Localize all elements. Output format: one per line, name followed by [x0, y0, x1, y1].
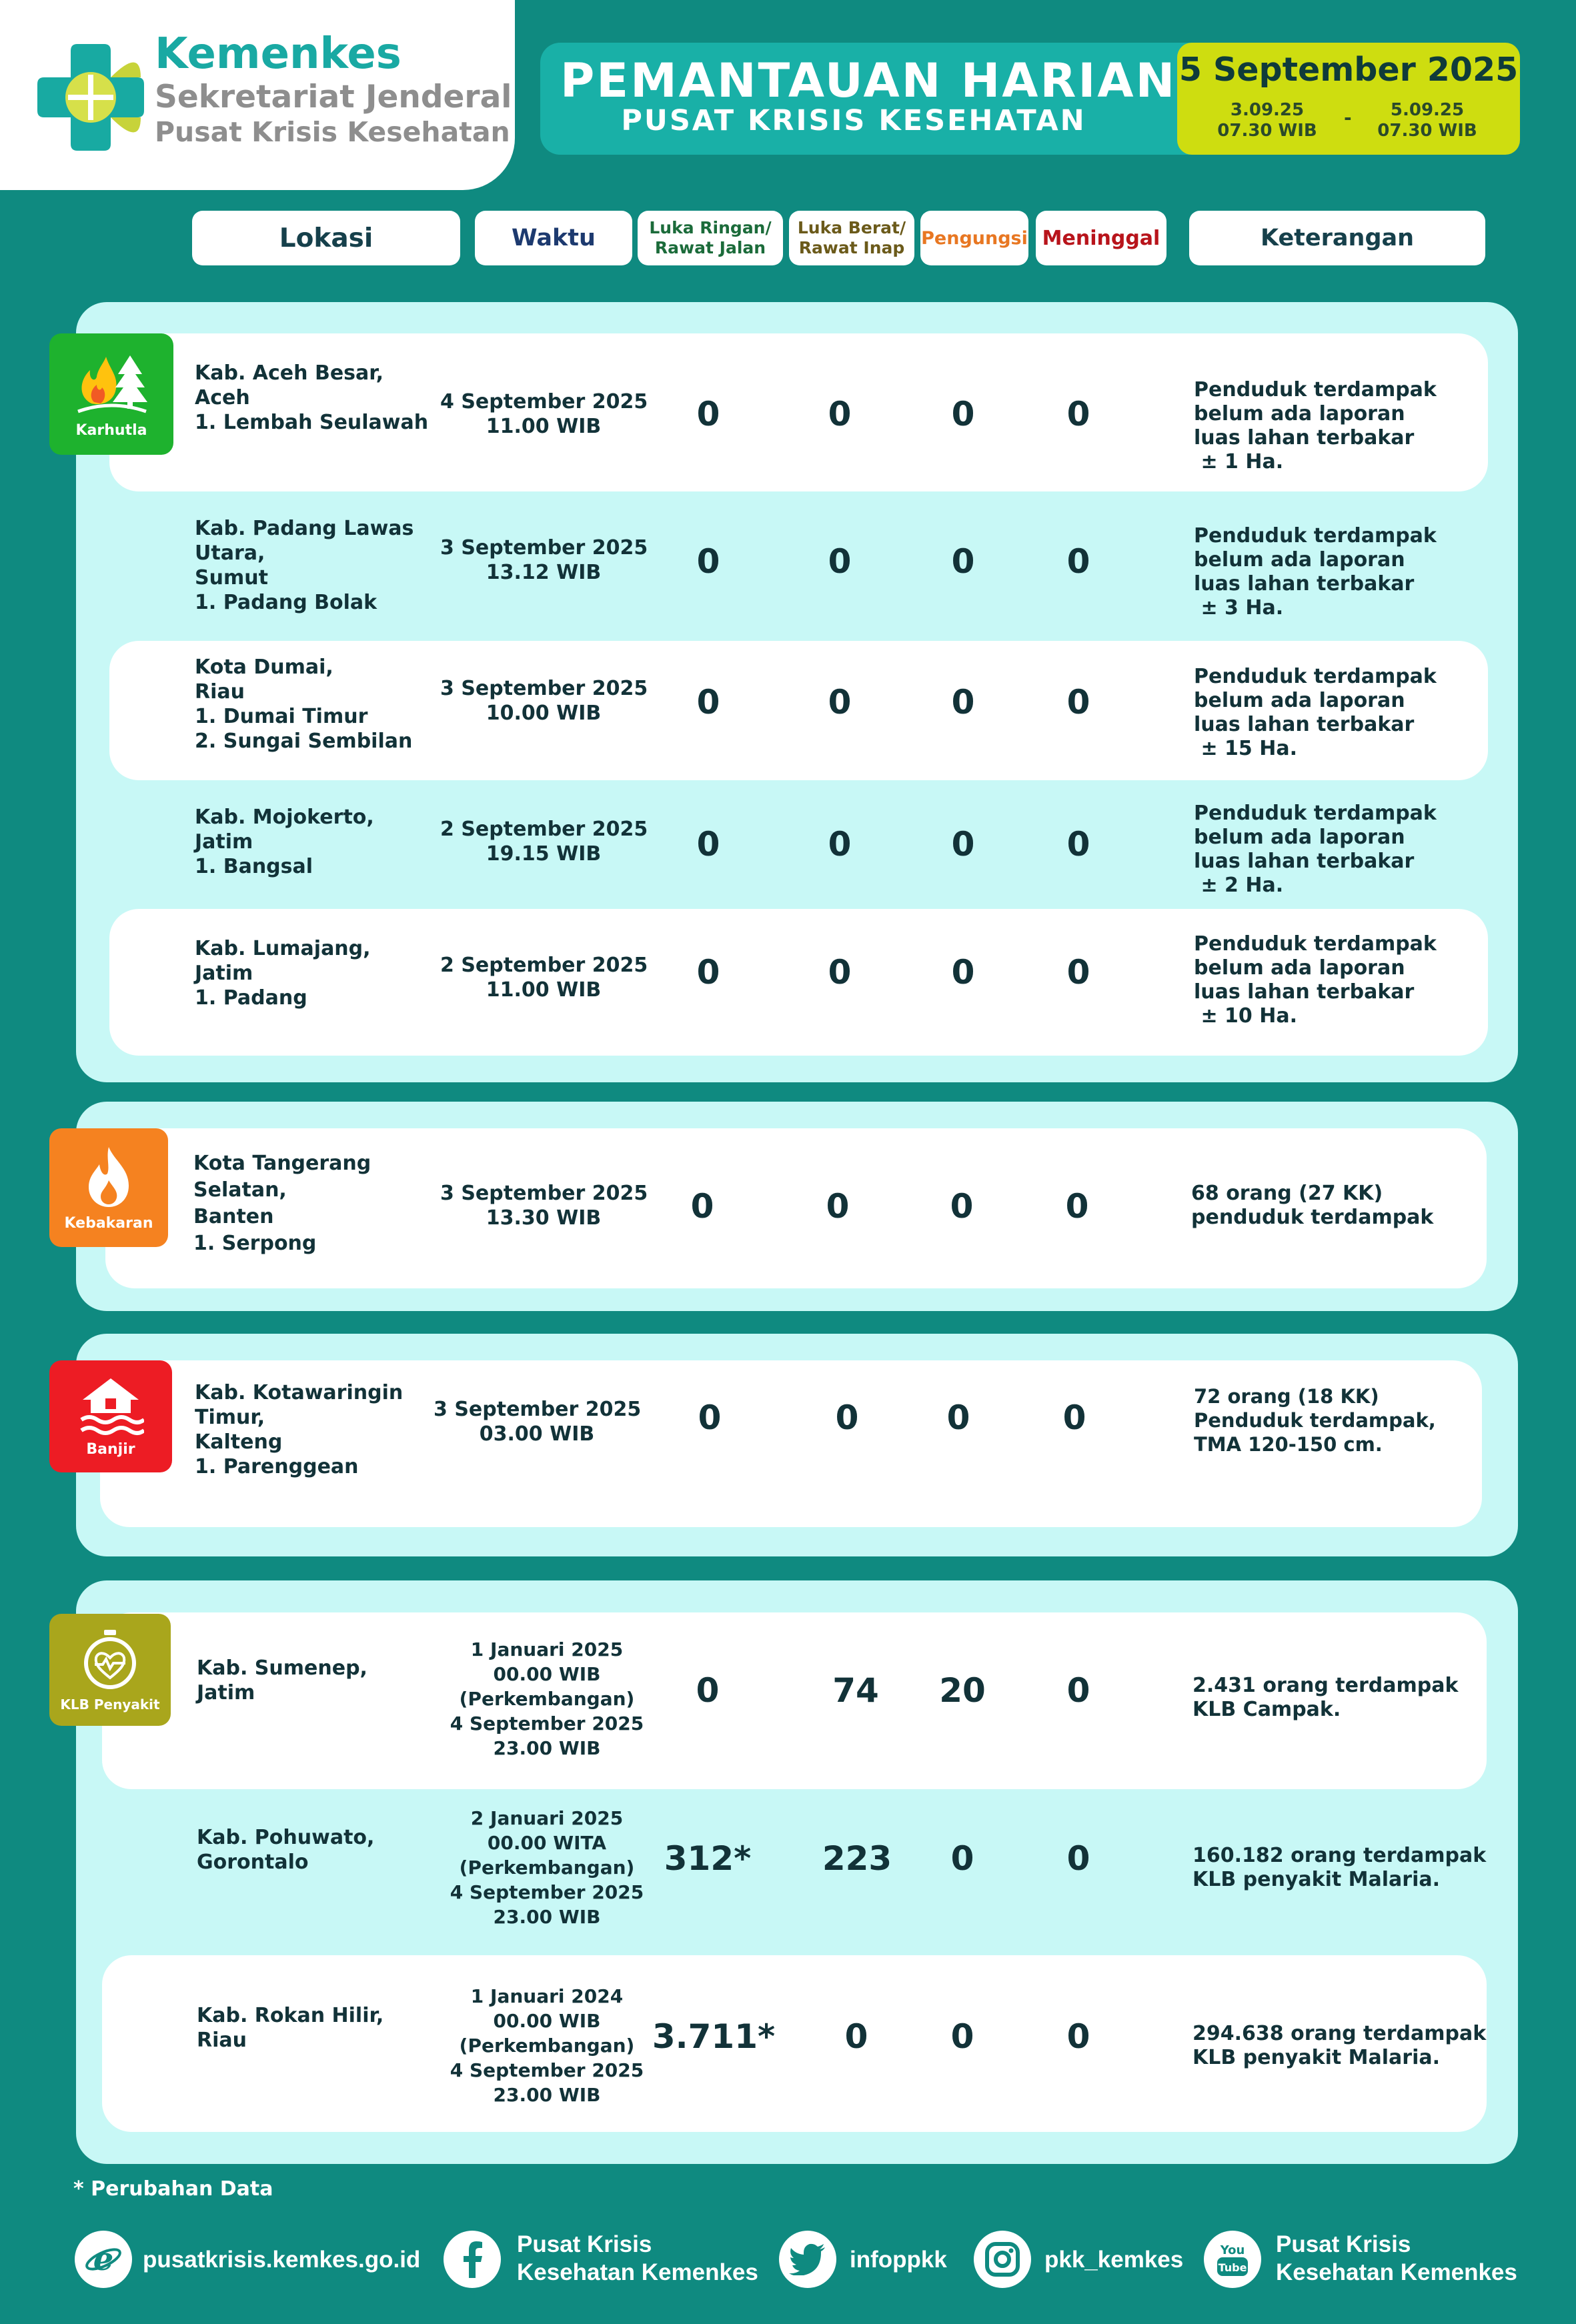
- column-header-luka-ringan: Luka Ringan/ Rawat Jalan: [638, 211, 783, 265]
- row-waktu: 1 Januari 2024 00.00 WIB (Perkembangan) 4 September 2025 23.00 WIB: [450, 1985, 644, 2106]
- twitter-link[interactable]: infoppkk: [850, 2247, 947, 2273]
- svg-text:You: You: [1220, 2243, 1245, 2257]
- row-luka-ringan: 0: [696, 683, 720, 722]
- row-luka-ringan: 0: [696, 825, 720, 864]
- row-pengungsi: 0: [946, 1398, 970, 1437]
- row-luka-berat: 0: [828, 683, 852, 722]
- flooded-house-icon: [77, 1376, 144, 1436]
- row-luka-berat: 0: [844, 2017, 868, 2056]
- range-separator: -: [1344, 107, 1352, 129]
- page-subtitle: PUSAT KRISIS KESEHATAN: [621, 104, 1086, 137]
- row-luka-berat: 0: [828, 953, 852, 992]
- badge-label: Banjir: [86, 1440, 135, 1458]
- column-header-meninggal: Meninggal: [1036, 211, 1166, 265]
- youtube-link[interactable]: Pusat Krisis Kesehatan Kemenkes: [1276, 2231, 1517, 2285]
- row-lokasi: Kab. Pohuwato, Gorontalo: [197, 1826, 375, 1874]
- logo-brand: Kemenkes: [155, 29, 402, 79]
- row-luka-ringan: 0: [698, 1398, 722, 1437]
- row-meninggal: 0: [1066, 542, 1090, 581]
- row-keterangan: 72 orang (18 KK) Penduduk terdampak, TMA 120-150 cm.: [1194, 1385, 1436, 1456]
- badge-label: KLB Penyakit: [60, 1696, 160, 1712]
- badge-label: Karhutla: [75, 421, 147, 439]
- row-waktu: 2 September 2025 11.00 WIB: [440, 954, 648, 1002]
- row-pengungsi: 0: [951, 825, 975, 864]
- row-waktu: 3 September 2025 13.30 WIB: [440, 1182, 648, 1230]
- row-lokasi: Kab. Rokan Hilir, Riau: [197, 2004, 384, 2052]
- column-header-luka-berat: Luka Berat/ Rawat Inap: [789, 211, 914, 265]
- row-pengungsi: 0: [951, 542, 975, 581]
- row-luka-ringan: 0: [696, 395, 720, 433]
- svg-text:Tube: Tube: [1218, 2261, 1247, 2274]
- row-waktu: 1 Januari 2025 00.00 WIB (Perkembangan) 4 September 2025 23.00 WIB: [450, 1638, 644, 1759]
- category-badge-kebakaran: [49, 1128, 168, 1247]
- row-luka-ringan: 3.711*: [652, 2017, 776, 2056]
- row-meninggal: 0: [1066, 953, 1090, 992]
- range-to: 5.09.25 07.30 WIB: [1377, 100, 1477, 141]
- row-meninggal: 0: [1066, 1671, 1090, 1710]
- row-waktu: 3 September 2025 03.00 WIB: [434, 1398, 642, 1446]
- logo-subtitle-2: Pusat Krisis Kesehatan: [155, 116, 510, 148]
- row-meninggal: 0: [1066, 1839, 1090, 1878]
- row-keterangan: 160.182 orang terdampak KLB penyakit Malaria.: [1193, 1844, 1487, 1891]
- row-keterangan: 68 orang (27 KK) penduduk terdampak: [1191, 1182, 1434, 1229]
- row-luka-berat: 0: [828, 395, 852, 433]
- category-badge-banjir: [49, 1360, 172, 1472]
- facebook-icon[interactable]: [444, 2231, 501, 2288]
- row-waktu: 2 Januari 2025 00.00 WITA (Perkembangan) 4 September 2025 23.00 WIB: [450, 1807, 644, 1928]
- row-keterangan: Penduduk terdampak belum ada laporan luas lahan terbakar ± 10 Ha.: [1194, 932, 1437, 1028]
- row-meninggal: 0: [1066, 395, 1090, 433]
- footnote: * Perubahan Data: [73, 2177, 273, 2201]
- row-lokasi: Kab. Mojokerto, Jatim 1. Bangsal: [195, 806, 374, 878]
- instagram-link[interactable]: pkk_kemkes: [1044, 2247, 1184, 2273]
- row-lokasi: Kota Tangerang Selatan, Banten 1. Serpong: [193, 1152, 371, 1255]
- svg-text:e: e: [93, 2241, 114, 2278]
- row-luka-ringan: 0: [696, 1671, 720, 1710]
- row-luka-berat: 0: [826, 1187, 850, 1226]
- row-lokasi: Kab. Kotawaringin Timur, Kalteng 1. Parenggean: [195, 1381, 404, 1478]
- row-waktu: 2 September 2025 19.15 WIB: [440, 818, 648, 866]
- row-luka-ringan: 312*: [664, 1839, 752, 1878]
- report-date: 5 September 2025: [1178, 51, 1519, 89]
- flame-icon: [82, 1144, 135, 1210]
- instagram-icon[interactable]: [974, 2231, 1031, 2288]
- row-pengungsi: 0: [951, 953, 975, 992]
- row-luka-berat: 0: [828, 542, 852, 581]
- row-keterangan: Penduduk terdampak belum ada laporan luas lahan terbakar ± 1 Ha.: [1194, 378, 1437, 473]
- row-waktu: 4 September 2025 11.00 WIB: [440, 390, 648, 438]
- row-meninggal: 0: [1062, 1398, 1086, 1437]
- row-pengungsi: 0: [951, 683, 975, 722]
- row-meninggal: 0: [1066, 825, 1090, 864]
- badge-label: Kebakaran: [64, 1214, 153, 1232]
- website-link[interactable]: pusatkrisis.kemkes.go.id: [143, 2247, 421, 2273]
- row-pengungsi: 20: [939, 1671, 986, 1710]
- column-header-pengungsi: Pengungsi: [920, 211, 1028, 265]
- category-badge-klb: [49, 1614, 171, 1726]
- row-luka-berat: 0: [828, 825, 852, 864]
- website-link-icon[interactable]: [75, 2231, 132, 2288]
- row-luka-ringan: 0: [690, 1187, 714, 1226]
- row-lokasi: Kab. Lumajang, Jatim 1. Padang: [195, 937, 371, 1010]
- column-header-waktu: Waktu: [475, 211, 632, 265]
- row-keterangan: 2.431 orang terdampak KLB Campak.: [1193, 1674, 1459, 1721]
- row-meninggal: 0: [1065, 1187, 1089, 1226]
- row-pengungsi: 0: [950, 2017, 974, 2056]
- column-header-keterangan: Keterangan: [1189, 211, 1485, 265]
- row-luka-berat: 0: [835, 1398, 859, 1437]
- logo-subtitle-1: Sekretariat Jenderal: [155, 79, 512, 115]
- row-pengungsi: 0: [950, 1839, 974, 1878]
- youtube-icon[interactable]: [1204, 2231, 1261, 2288]
- kemenkes-logo-icon: [31, 37, 151, 157]
- row-luka-ringan: 0: [696, 953, 720, 992]
- row-pengungsi: 0: [950, 1187, 974, 1226]
- range-from: 3.09.25 07.30 WIB: [1217, 100, 1317, 141]
- heart-timer-icon: [80, 1627, 140, 1691]
- row-pengungsi: 0: [951, 395, 975, 433]
- row-keterangan: Penduduk terdampak belum ada laporan luas lahan terbakar ± 3 Ha.: [1194, 524, 1437, 620]
- row-keterangan: Penduduk terdampak belum ada laporan luas lahan terbakar ± 2 Ha.: [1194, 802, 1437, 897]
- row-lokasi: Kab. Sumenep, Jatim: [197, 1656, 367, 1704]
- twitter-icon[interactable]: [779, 2231, 836, 2288]
- page-title: PEMANTAUAN HARIAN: [560, 53, 1177, 108]
- column-header-lokasi: Lokasi: [192, 211, 460, 265]
- forest-fire-icon: [71, 350, 151, 417]
- category-badge-karhutla: [49, 333, 173, 455]
- row-luka-berat: 74: [832, 1671, 879, 1710]
- facebook-link[interactable]: Pusat Krisis Kesehatan Kemenkes: [517, 2231, 758, 2285]
- row-keterangan: Penduduk terdampak belum ada laporan luas lahan terbakar ± 15 Ha.: [1194, 665, 1437, 760]
- row-lokasi: Kab. Padang Lawas Utara, Sumut 1. Padang Bolak: [195, 517, 414, 614]
- row-meninggal: 0: [1066, 2017, 1090, 2056]
- row-meninggal: 0: [1066, 683, 1090, 722]
- row-luka-berat: 223: [822, 1839, 892, 1878]
- row-lokasi: Kab. Aceh Besar, Aceh 1. Lembah Seulawah: [195, 361, 429, 434]
- row-keterangan: 294.638 orang terdampak KLB penyakit Malaria.: [1193, 2022, 1487, 2069]
- row-lokasi: Kota Dumai, Riau 1. Dumai Timur 2. Sungai Sembilan: [195, 656, 413, 753]
- row-waktu: 3 September 2025 10.00 WIB: [440, 677, 648, 725]
- row-waktu: 3 September 2025 13.12 WIB: [440, 536, 648, 584]
- row-luka-ringan: 0: [696, 542, 720, 581]
